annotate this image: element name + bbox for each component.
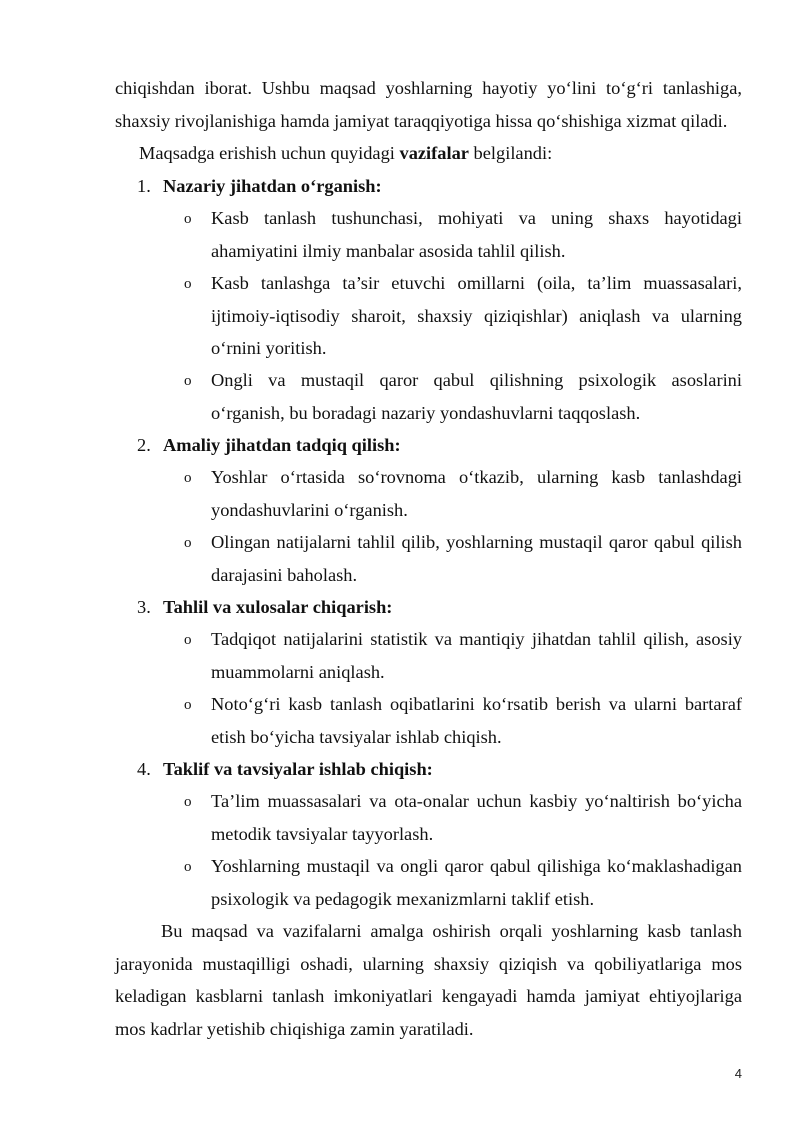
list-item (184, 623, 742, 688)
tasks-intro-paragraph (139, 137, 742, 170)
section-heading-3 (137, 591, 392, 624)
bullet-marker: o (184, 632, 192, 648)
bullet-marker: o (184, 859, 192, 875)
list-item-text: Yoshlar o‘rtasida so‘rovnoma o‘tkazib, ularning kasb tanlashdagi yondashuvlarini o‘rganish. (211, 467, 742, 520)
bullet-marker: o (184, 535, 192, 551)
list-item-text: Ongli va mustaqil qaror qabul qilishning psixologik asoslarini o‘rganish, bu boradagi nazariy yondashuvlarni taqqoslash. (211, 370, 742, 423)
list-item-text: Noto‘g‘ri kasb tanlash oqibatlarini ko‘rsatib berish va ularni bartaraf etish bo‘yicha tavsiyalar ishlab chiqish. (211, 694, 742, 747)
section-number: 3. (137, 597, 151, 617)
bullet-marker: o (184, 794, 192, 810)
list-item-text: Ta’lim muassasalari va ota-onalar uchun kasbiy yo‘naltirish bo‘yicha metodik tavsiyalar tayyorlash. (211, 791, 742, 844)
list-item (184, 850, 742, 915)
section-number: 4. (137, 759, 151, 779)
list-item (184, 202, 742, 267)
tasks-intro-bold: vazifalar (399, 143, 469, 163)
bullet-marker: o (184, 373, 192, 389)
list-item (184, 526, 742, 591)
section-heading-4 (137, 753, 433, 786)
list-item (184, 688, 742, 753)
list-item-text: Yoshlarning mustaqil va ongli qaror qabul qilishiga ko‘maklashadigan psixologik va pedagogik mexanizmlarni taklif etish. (211, 856, 742, 909)
page-number: 4 (734, 1066, 742, 1081)
section-title: Tahlil va xulosalar chiqarish: (163, 597, 393, 617)
bullet-marker: o (184, 697, 192, 713)
bullet-marker: o (184, 470, 192, 486)
list-item-text: Kasb tanlash tushunchasi, mohiyati va uning shaxs hayotidagi ahamiyatini ilmiy manbalar asosida tahlil qilish. (211, 208, 742, 261)
list-item (184, 785, 742, 850)
section-heading-1 (137, 170, 382, 203)
intro-continuation-paragraph: chiqishdan iborat. Ushbu maqsad yoshlarning hayotiy yo‘lini to‘g‘ri tanlashiga, shaxsiy rivojlanishiga hamda jamiyat taraqqiyotiga hissa qo‘shishiga xizmat qiladi. (115, 78, 742, 131)
section-number: 2. (137, 435, 151, 455)
list-item (184, 267, 742, 365)
list-item-text: Olingan natijalarni tahlil qilib, yoshlarning mustaqil qaror qabul qilish darajasini baholash. (211, 532, 742, 585)
section-heading-2 (137, 429, 401, 462)
list-item (184, 461, 742, 526)
tasks-intro-before: Maqsadga erishish uchun quyidagi (139, 143, 400, 163)
list-item-text: Kasb tanlashga ta’sir etuvchi omillarni (oila, ta’lim muassasalari, ijtimoiy-iqtisodiy sharoit, shaxsiy qiziqishlar) aniqlash va ularning o‘rnini yoritish. (211, 273, 742, 358)
bullet-marker: o (184, 276, 192, 292)
closing-paragraph: Bu maqsad va vazifalarni amalga oshirish orqali yoshlarning kasb tanlash jarayonida mustaqilligi oshadi, ularning shaxsiy qiziqish va qobiliyatlariga mos keladigan kasblarni tanlash imkoniyatlari kengayadi hamda jamiyat ehtiyojlariga mos kadrlar yetishib chiqishiga zamin yaratiladi. (115, 921, 742, 1039)
list-item (184, 364, 742, 429)
section-title: Nazariy jihatdan o‘rganish: (163, 176, 382, 196)
section-title: Amaliy jihatdan tadqiq qilish: (163, 435, 401, 455)
bullet-marker: o (184, 211, 192, 227)
list-item-text: Tadqiqot natijalarini statistik va mantiqiy jihatdan tahlil qilish, asosiy muammolarni aniqlash. (211, 629, 742, 682)
section-number: 1. (137, 176, 151, 196)
section-title: Taklif va tavsiyalar ishlab chiqish: (163, 759, 433, 779)
tasks-intro-after: belgilandi: (468, 143, 553, 163)
